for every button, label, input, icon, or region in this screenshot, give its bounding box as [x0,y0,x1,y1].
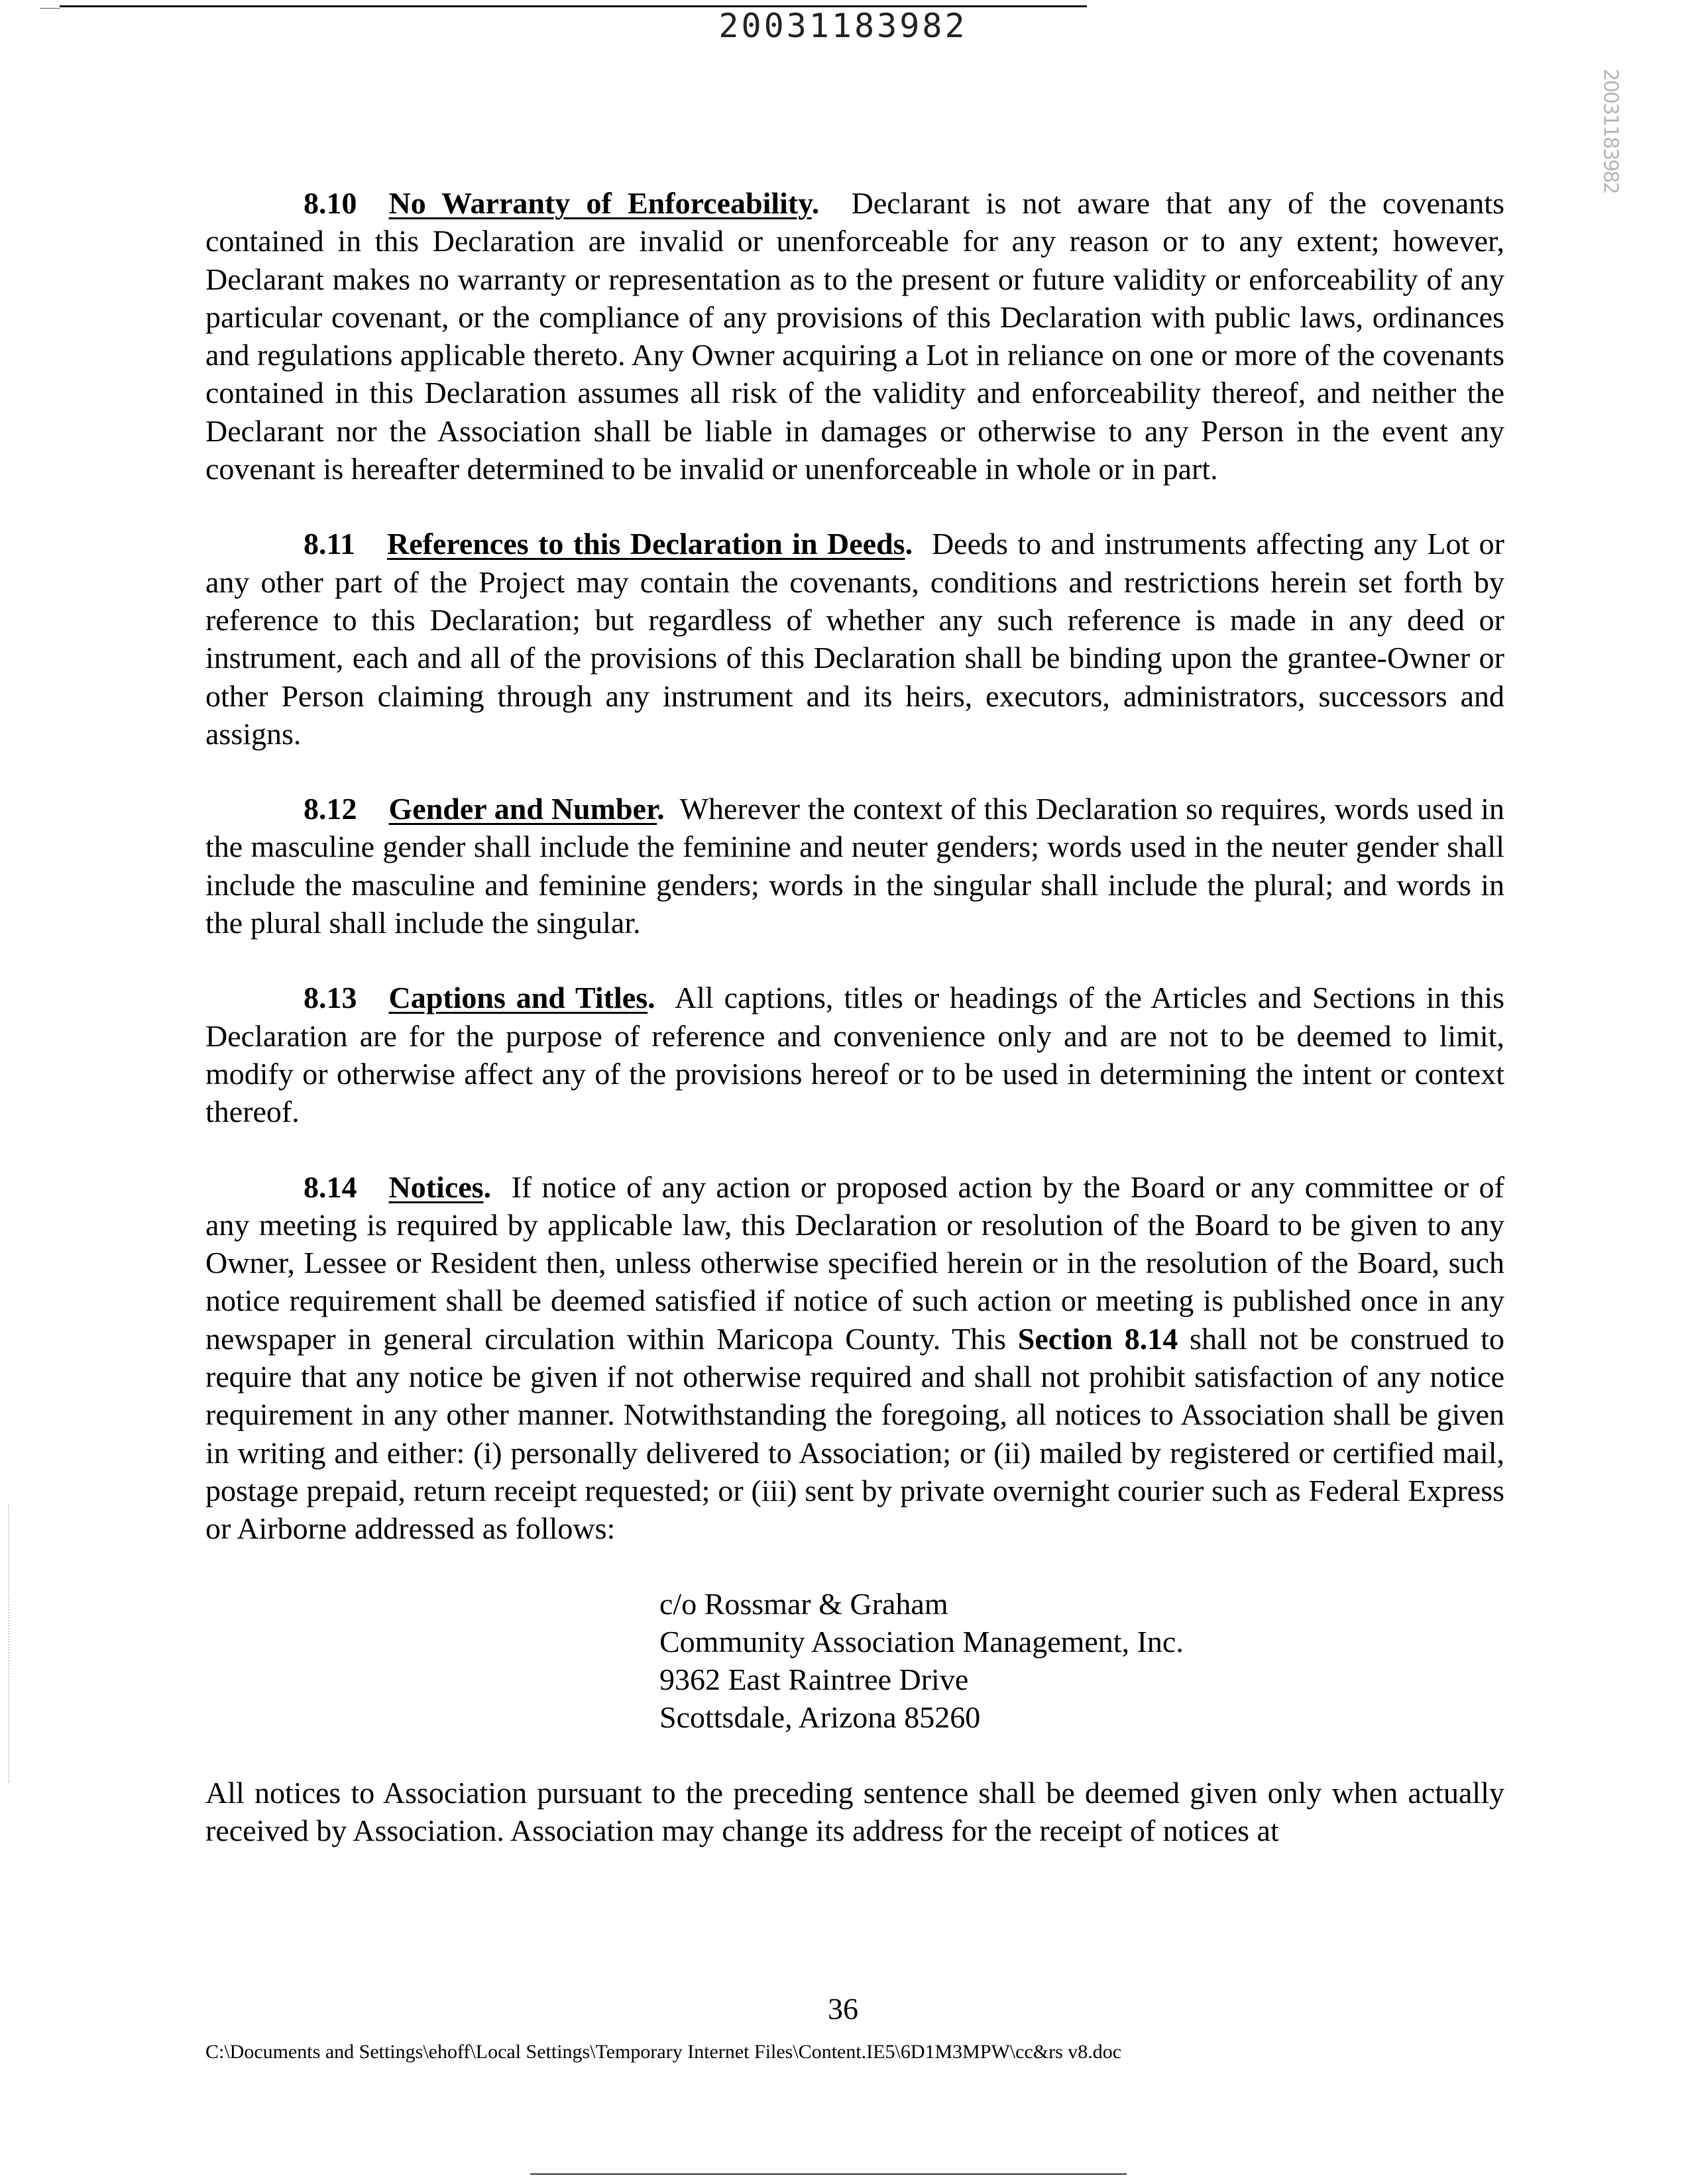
section-body: Declarant is not aware that any of the covenants contained in this Declaration are invalid or unenforceable for any reason or to any extent; however, Declarant makes no warranty or representation as to the present or future validity or enforceability of any particular covenant, or the compliance of any provisions of this Declaration with public laws, ordinances and regulations applicable thereto. Any Owner acquiring a Lot in reliance on one or more of the covenants contained in this Declaration assumes all risk of the validity and enforceability thereof, and neither the Declarant nor the Association shall be liable in damages or otherwise to any Person in the event any covenant is hereafter determined to be invalid or unenforceable in whole or in part. [205,186,1504,486]
address-line: Community Association Management, Inc. [659,1624,1184,1659]
section-number: 8.14 [304,1170,357,1204]
section-8-14: 8.14 Notices. If notice of any action or proposed action by the Board or any committee or of any meeting is required by applicable law, this Declaration or resolution of the Board to be given to any Owner, Lessee or Resident then, unless otherwise specified herein or in the resolution of the Board, such notice requirement shall be deemed satisfied if notice of such action or meeting is published once in any newspaper in general circulation within Maricopa County. This Section 8.14 shall not be construed to require that any notice be given if not otherwise required and shall not prohibit satisfaction of any notice requirement in any other manner. Notwithstanding the foregoing, all notices to Association shall be given in writing and either: (i) personally delivered to Association; or (ii) mailed by registered or certified mail, postage prepaid, return receipt requested; or (iii) sent by private overnight courier such as Federal Express or Airborne addressed as follows: [205,1170,1505,1546]
section-title: No Warranty of Enforceability [388,186,812,220]
section-number: 8.10 [304,186,357,220]
section-body: All captions, titles or headings of the Articles and Sections in this Declaration are for the purpose of reference and convenience only and are not to be deemed to limit, modify or otherwise affect any of the provisions hereof or to be used in determining the intent or context thereof. [205,981,1504,1129]
section-title: Notices [388,1170,484,1204]
section-8-12: 8.12 Gender and Number. Wherever the context of this Declaration so requires, words used in the masculine gender shall include the feminine and neuter genders; words used in the neuter gender shall include the masculine and feminine genders; words in the singular shall include the plural; and words in the plural shall include the singular. [205,792,1504,940]
section-body-part1: If notice of any action or proposed action by the Board or any committee or of any meeting is required by applicable law, this Declaration or resolution of the Board to be given to any Owner, Lessee or Resident then, unless otherwise specified herein or in the resolution of the Board, such notice requirement shall be deemed satisfied if notice of such action or meeting is published once in any newspaper in general circulation within Maricopa County. This [205,1170,1505,1356]
section-8-13: 8.13 Captions and Titles. All captions, titles or headings of the Articles and Sections in this Declaration are for the purpose of reference and convenience only and are not to be deemed to limit, modify or otherwise affect any of the provisions hereof or to be used in determining the intent or context thereof. [205,981,1504,1129]
section-number: 8.12 [304,792,357,826]
section-number: 8.11 [304,527,355,561]
section-title: Captions and Titles [388,981,648,1015]
file-path-footer: C:\Documents and Settings\ehoff\Local Settings\Temporary Internet Files\Content.IE5\6D1M3MPW\cc&rs v8.doc [205,2041,1122,2063]
address-line: 9362 East Raintree Drive [659,1663,969,1697]
section-body: Deeds to and instruments affecting any Lot or any other part of the Project may contain the covenants, conditions and restrictions herein set forth by reference to this Declaration; but regardless of whether any such reference is made in any deed or instrument, each and all of the provisions of this Declaration shall be binding upon the grantee-Owner or other Person claiming through any instrument and its heirs, executors, administrators, successors and assigns. [205,527,1505,751]
section-body: Wherever the context of this Declaration so requires, words used in the masculine gender shall include the feminine and neuter genders; words used in the neuter gender shall include the masculine and feminine genders; words in the singular shall include the plural; and words in the plural shall include the singular. [205,792,1504,940]
side-stamp [1591,68,1630,298]
section-8-10: 8.10 No Warranty of Enforceability. Declarant is not aware that any of the covenants contained in this Declaration are invalid or unenforceable for any reason or to any extent; however, Declarant makes no warranty or representation as to the present or future validity or enforceability of any particular covenant, or the compliance of any provisions of this Declaration with public laws, ordinances and regulations applicable thereto. Any Owner acquiring a Lot in reliance on one or more of the covenants contained in this Declaration assumes all risk of the validity and enforceability thereof, and neither the Declarant nor the Association shall be liable in damages or otherwise to any Person in the event any covenant is hereafter determined to be invalid or unenforceable in whole or in part. [205,186,1504,486]
notice-address [659,1585,1504,1737]
page-number: 36 [828,1992,858,2026]
address-line: Scottsdale, Arizona 85260 [659,1700,981,1735]
margin-marks [8,1504,12,1782]
section-reference: Section 8.14 [1017,1321,1178,1356]
closing-paragraph: All notices to Association pursuant to the preceding sentence shall be deemed given only when actually received by Association. Association may change its address for the receipt of notices at [205,1775,1504,1847]
side-stamp-text: 20031183982 [1599,68,1622,193]
document-number: 20031183982 [718,7,968,45]
document-body [205,184,1504,1849]
section-number: 8.13 [304,981,357,1015]
section-title: References to this Declaration in Deeds [386,527,905,561]
bottom-rule [530,2173,1127,2175]
address-line: c/o Rossmar & Graham [659,1586,948,1621]
section-8-11: 8.11 References to this Declaration in Deeds. Deeds to and instruments affecting any Lot or any other part of the Project may contain the covenants, conditions and restrictions herein set forth by reference to this Declaration; but regardless of whether any such reference is made in any deed or instrument, each and all of the provisions of this Declaration shall be binding upon the grantee-Owner or other Person claiming through any instrument and its heirs, executors, administrators, successors and assigns. [205,527,1505,751]
section-body-part2: shall not be construed to require that any notice be given if not otherwise required and shall not prohibit satisfaction of any notice requirement in any other manner. Notwithstanding the foregoing, all notices to Association shall be given in writing and either: (i) personally delivered to Association; or (ii) mailed by registered or certified mail, postage prepaid, return receipt requested; or (iii) sent by private overnight courier such as Federal Express or Airborne addressed as follows: [205,1321,1505,1546]
section-title: Gender and Number [388,792,657,826]
